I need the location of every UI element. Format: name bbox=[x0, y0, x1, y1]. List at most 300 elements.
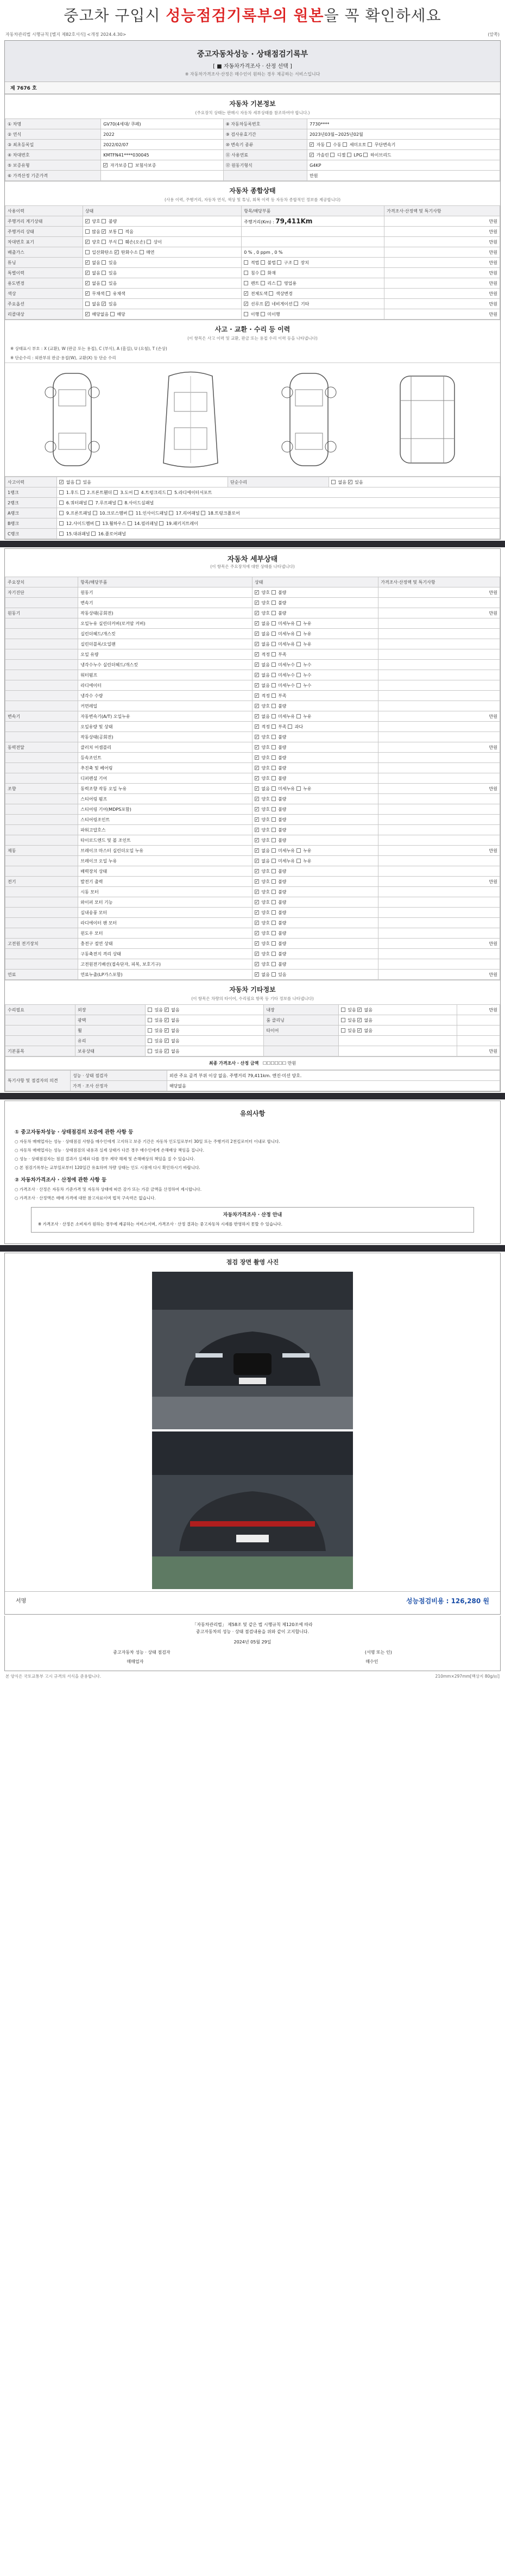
detail-row bbox=[5, 970, 500, 980]
basic-value: 7730**** bbox=[307, 119, 500, 129]
basic-value: ✓ 자동 수동 세미오토 무단변속기 bbox=[307, 140, 500, 150]
detail-header: 가격조사·산정액 및 특기사항 bbox=[378, 577, 500, 587]
accident-rank-row bbox=[5, 498, 500, 508]
notice-section bbox=[4, 1101, 501, 1244]
detail-device bbox=[5, 825, 78, 835]
detail-part: 실린더블록/오일팬 bbox=[78, 639, 252, 649]
status-item: 용도변경 bbox=[5, 278, 83, 289]
doc-number: 제 7676 호 bbox=[5, 82, 500, 94]
other-cell bbox=[5, 1026, 75, 1036]
detail-price bbox=[378, 649, 500, 660]
detail-price bbox=[378, 825, 500, 835]
accident-parts: 1.후드 2.프론트휀더 3.도어 4.트렁크리드 5.라디에이터서포트 bbox=[57, 487, 500, 498]
status-item: 특별이력 bbox=[5, 268, 83, 278]
status-note: (사용 이력, 주행거리, 자동차 연식, 색상 및 튜닝, 회복 이력 등 자동차 종합적인 정보를 제공합니다) bbox=[164, 197, 341, 202]
detail-device bbox=[5, 866, 78, 877]
detail-device bbox=[5, 773, 78, 784]
basic-row bbox=[5, 119, 500, 129]
status-row bbox=[5, 258, 500, 268]
detail-row bbox=[5, 742, 500, 753]
sheet-title: 중고자동차성능 · 상태점검기록부 bbox=[197, 50, 308, 59]
accident-rank-row bbox=[5, 518, 500, 529]
detail-price: 만원 bbox=[378, 711, 500, 722]
status-part: ✓ 전체도색 색상변경 bbox=[242, 289, 384, 299]
detail-row bbox=[5, 846, 500, 856]
detail-row bbox=[5, 680, 500, 691]
detail-part: 시동 모터 bbox=[78, 887, 252, 897]
detail-state: ✓ 양호 불량 bbox=[252, 608, 378, 618]
detail-part: 라디에이터 팬 모터 bbox=[78, 918, 252, 928]
notice-paragraph: ○ 가격조사 · 산정은 자동차 기준가격 및 자동차 상태에 따른 감가 또는 가감 금액을 산정하여 제시합니다. bbox=[15, 1187, 202, 1192]
inspection-fee: 성능점검비용 : 126,280 원 bbox=[406, 1597, 489, 1605]
sign-row bbox=[5, 1591, 500, 1610]
basic-row bbox=[5, 150, 500, 160]
status-price: 만원 bbox=[384, 278, 500, 289]
detail-row bbox=[5, 773, 500, 784]
basic-label: ① 차명 bbox=[5, 119, 101, 129]
detail-part: 냉각수 수량 bbox=[78, 691, 252, 701]
detail-state: ✓ 양호 불량 bbox=[252, 949, 378, 959]
detail-device bbox=[5, 887, 78, 897]
detail-price bbox=[378, 856, 500, 866]
basic-value: G4KP bbox=[307, 160, 500, 171]
other-row bbox=[5, 1046, 500, 1056]
basic-label: ⑪ 사용연료 bbox=[223, 150, 307, 160]
accident-value: ✓ 없음 있음 bbox=[57, 477, 228, 487]
detail-part: 구동축전지 격리 상태 bbox=[78, 949, 252, 959]
detail-price: 만원 bbox=[378, 608, 500, 618]
warn-title: 자동차가격조사 · 산정 안내 bbox=[223, 1212, 282, 1218]
detail-price bbox=[378, 753, 500, 763]
comment-role: 가격 · 조사 산정자 bbox=[71, 1081, 167, 1091]
basic-row bbox=[5, 129, 500, 140]
detail-part: 클러치 어셈블리 bbox=[78, 742, 252, 753]
accident-title: 사고 · 교환 · 수리 등 이력 bbox=[5, 320, 500, 335]
detail-state: ✓ 없음 미세누유 누유 bbox=[252, 846, 378, 856]
other-row bbox=[5, 1005, 500, 1015]
detail-row bbox=[5, 598, 500, 608]
basic-row bbox=[5, 140, 500, 150]
detail-device: 조향 bbox=[5, 784, 78, 794]
other-cell: 유리 bbox=[75, 1036, 146, 1046]
accident-parts: 6.쿼터패널 7.루프패널 8.사이드실패널 bbox=[57, 498, 500, 508]
warn-text: ※ 가격조사 · 산정은 소비자가 원하는 경우에 제공하는 서비스이며, 가격조사 · 산정 결과는 중고자동차 시세를 반영하지 못할 수 있습니다. bbox=[38, 1222, 282, 1227]
comment-role: 성능 · 상태 점검자 bbox=[71, 1071, 167, 1081]
detail-row bbox=[5, 784, 500, 794]
detail-part: 스티어링 기어(MDPS포함) bbox=[78, 804, 252, 815]
detail-row bbox=[5, 804, 500, 815]
detail-state: ✓ 양호 불량 bbox=[252, 794, 378, 804]
sheet-note: ※ 자동차가격조사·산정은 매수인이 원하는 경우 제공하는 서비스입니다 bbox=[185, 72, 320, 77]
detail-row bbox=[5, 918, 500, 928]
detail-row bbox=[5, 691, 500, 701]
detail-price bbox=[378, 866, 500, 877]
status-row bbox=[5, 237, 500, 247]
car-side-right-icon bbox=[266, 368, 352, 471]
detail-device bbox=[5, 928, 78, 939]
basic-label: ⑫ 원동기형식 bbox=[223, 160, 307, 171]
detail-state: ✓ 양호 불량 bbox=[252, 598, 378, 608]
status-item: 차대번호 표기 bbox=[5, 237, 83, 247]
basic-label: ② 연식 bbox=[5, 129, 101, 140]
accident-label: 사고이력 bbox=[5, 477, 57, 487]
detail-part: 브레이크 오일 누유 bbox=[78, 856, 252, 866]
detail-device bbox=[5, 753, 78, 763]
status-row bbox=[5, 247, 500, 258]
status-row bbox=[5, 216, 500, 227]
detail-device: 연료 bbox=[5, 970, 78, 980]
accident-row bbox=[5, 477, 500, 487]
status-item: 주행거리 계기상태 bbox=[5, 216, 83, 227]
status-price: 만원 bbox=[384, 268, 500, 278]
detail-part: 변속기 bbox=[78, 598, 252, 608]
footer-stamp: (서명 또는 인) bbox=[364, 1650, 392, 1655]
other-cell: 있음 ✓ 없음 bbox=[338, 1005, 457, 1015]
status-part bbox=[242, 227, 384, 237]
detail-device: 변속기 bbox=[5, 711, 78, 722]
detail-part: 브레이크 마스터 실린더오일 누유 bbox=[78, 846, 252, 856]
detail-state: ✓ 적정 부족 bbox=[252, 649, 378, 660]
detail-price bbox=[378, 897, 500, 908]
other-title: 자동차 기타정보 bbox=[5, 980, 500, 996]
detail-device bbox=[5, 722, 78, 732]
detail-part: 작동상태(공회전) bbox=[78, 608, 252, 618]
detail-device bbox=[5, 598, 78, 608]
detail-row bbox=[5, 711, 500, 722]
detail-price bbox=[378, 618, 500, 629]
detail-part: 고전원전기배선(접속단자, 피복, 보호기구) bbox=[78, 959, 252, 970]
detail-price bbox=[378, 763, 500, 773]
status-item: 색상 bbox=[5, 289, 83, 299]
detail-state: ✓ 적정 부족 과다 bbox=[252, 722, 378, 732]
other-cell: 외장 bbox=[75, 1005, 146, 1015]
detail-state: ✓ 없음 미세누유 누유 bbox=[252, 856, 378, 866]
accident-rank: 2랭크 bbox=[5, 498, 57, 508]
status-header: 사용이력 bbox=[5, 206, 83, 216]
detail-price bbox=[378, 639, 500, 649]
basic-label: ⑤ 보증유형 bbox=[5, 160, 101, 171]
detail-device bbox=[5, 670, 78, 680]
detail-device bbox=[5, 815, 78, 825]
status-state: ✓ 무채색 유채색 bbox=[83, 289, 242, 299]
other-cell: 있음 ✓ 없음 bbox=[146, 1005, 264, 1015]
sheet-header bbox=[5, 41, 500, 82]
footer-checker: 중고자동차 성능 · 상태 점검자 bbox=[113, 1650, 171, 1655]
other-cell: 룸 클리닝 bbox=[264, 1015, 338, 1026]
status-price: 만원 bbox=[384, 299, 500, 309]
detail-price bbox=[378, 949, 500, 959]
basic-value: 2022/02/07 bbox=[101, 140, 223, 150]
detail-device bbox=[5, 618, 78, 629]
detail-state: ✓ 양호 불량 bbox=[252, 866, 378, 877]
detail-device bbox=[5, 629, 78, 639]
detail-part: 등속조인트 bbox=[78, 753, 252, 763]
inspection-photo-front bbox=[152, 1272, 353, 1429]
detail-row bbox=[5, 608, 500, 618]
basic-value: 2022 bbox=[101, 129, 223, 140]
detail-price bbox=[378, 908, 500, 918]
basic-value: 2023년03월~2025년02월 bbox=[307, 129, 500, 140]
detail-device bbox=[5, 959, 78, 970]
detail-part: 추진축 및 베어링 bbox=[78, 763, 252, 773]
status-state: 일산화탄소 ✓ 탄화수소 매연 bbox=[83, 247, 242, 258]
detail-price: 만원 bbox=[378, 784, 500, 794]
comment-text: 해당없음 bbox=[167, 1081, 500, 1091]
detail-state: ✓ 양호 불량 bbox=[252, 587, 378, 598]
other-cell: 광택 bbox=[75, 1015, 146, 1026]
accident-rank-row bbox=[5, 529, 500, 539]
detail-price bbox=[378, 629, 500, 639]
sign-label: 서명 bbox=[16, 1598, 27, 1604]
status-row bbox=[5, 309, 500, 320]
detail-table bbox=[5, 577, 500, 980]
detail-part: 작동상태(공회전) bbox=[78, 732, 252, 742]
photos-section bbox=[4, 1253, 501, 1615]
basic-value: ✓ 가솔린 디젤 LPG 하이브리드 bbox=[307, 150, 500, 160]
accident-parts: 12.사이드멤버 13.휠하우스 14.필러패널 19.패키지트레이 bbox=[57, 518, 500, 529]
accident-value: 없음 ✓ 있음 bbox=[329, 477, 500, 487]
status-price: 만원 bbox=[384, 237, 500, 247]
detail-part: 냉각수누수 실린더헤드/개스킷 bbox=[78, 660, 252, 670]
detail-state: ✓ 양호 불량 bbox=[252, 763, 378, 773]
detail-state: ✓ 없음 미세누수 누수 bbox=[252, 680, 378, 691]
section-separator-2 bbox=[0, 1093, 505, 1099]
car-frame-icon bbox=[378, 368, 476, 471]
detail-price bbox=[378, 804, 500, 815]
detail-price bbox=[378, 732, 500, 742]
detail-part: 스티어링 펌프 bbox=[78, 794, 252, 804]
accident-legend: ※ 상태표시 부호 : X (교환), W (판금 또는 용접), C (부식), A (흠집), U (요철), T (손상) bbox=[10, 346, 167, 351]
detail-device bbox=[5, 691, 78, 701]
photos-title: 점검 장면 촬영 사진 bbox=[226, 1259, 279, 1266]
status-state: ✓ 없음 있음 bbox=[83, 258, 242, 268]
detail-row bbox=[5, 949, 500, 959]
detail-price bbox=[378, 887, 500, 897]
other-cell bbox=[264, 1046, 338, 1056]
detail-price bbox=[378, 928, 500, 939]
detail-row bbox=[5, 660, 500, 670]
other-cell bbox=[457, 1036, 500, 1046]
detail-part: 라디에이터 bbox=[78, 680, 252, 691]
detail-device bbox=[5, 794, 78, 804]
status-price: 만원 bbox=[384, 258, 500, 268]
detail-part: 충전구 절연 상태 bbox=[78, 939, 252, 949]
basic-label: ⑨ 검사유효기간 bbox=[223, 129, 307, 140]
status-item: 주요옵션 bbox=[5, 299, 83, 309]
car-top-view-icon bbox=[142, 368, 239, 471]
detail-device: 자기진단 bbox=[5, 587, 78, 598]
detail-row bbox=[5, 887, 500, 897]
detail-device bbox=[5, 639, 78, 649]
status-header: 항목/해당부품 bbox=[242, 206, 384, 216]
other-cell: 기본품목 bbox=[5, 1046, 75, 1056]
status-part: ✓ 선루프 ✓ 네비게이션 기타 bbox=[242, 299, 384, 309]
status-item: 튜닝 bbox=[5, 258, 83, 268]
detail-state: ✓ 없음 미세누유 누유 bbox=[252, 629, 378, 639]
basic-label: ④ 차대번호 bbox=[5, 150, 101, 160]
detail-device: 제동 bbox=[5, 846, 78, 856]
section-separator bbox=[0, 541, 505, 547]
other-cell: 타이어 bbox=[264, 1026, 338, 1036]
detail-row bbox=[5, 928, 500, 939]
status-part: 침수 화재 bbox=[242, 268, 384, 278]
detail-price bbox=[378, 835, 500, 846]
detail-state: ✓ 양호 불량 bbox=[252, 959, 378, 970]
detail-part: 커먼레일 bbox=[78, 701, 252, 711]
detail-device: 고전원 전기장치 bbox=[5, 939, 78, 949]
footer-paper: 210mm×297mm[백상지 80g/㎡] bbox=[435, 1674, 500, 1679]
status-table bbox=[5, 205, 500, 320]
detail-device bbox=[5, 918, 78, 928]
notice-paragraph: ○ 자동차 매매업자는 성능 · 상태점검의 내용과 실제 상태가 다른 경우 매수인에게 손해배상 책임을 집니다. bbox=[15, 1148, 204, 1153]
detail-state: ✓ 없음 미세누수 누수 bbox=[252, 670, 378, 680]
detail-row bbox=[5, 815, 500, 825]
detail-price bbox=[378, 660, 500, 670]
other-note: (이 항목은 차량의 타이어, 수리필요 항목 등 기타 정보를 나타냅니다) bbox=[191, 996, 314, 1001]
detail-row bbox=[5, 670, 500, 680]
detail-part: 배력장치 상태 bbox=[78, 866, 252, 877]
detail-row bbox=[5, 618, 500, 629]
detail-device: 전기 bbox=[5, 877, 78, 887]
basic-value: GV70(4세대/ 쿠페) bbox=[101, 119, 223, 129]
detail-state: ✓ 양호 불량 bbox=[252, 773, 378, 784]
detail-device bbox=[5, 763, 78, 773]
detail-state: ✓ 양호 불량 bbox=[252, 701, 378, 711]
accident-label: 단순수리 bbox=[228, 477, 329, 487]
status-header: 가격조사·산정액 및 특기사항 bbox=[384, 206, 500, 216]
detail-price: 만원 bbox=[378, 877, 500, 887]
notice-title: 유의사항 bbox=[239, 1110, 266, 1117]
other-cell: 있음 ✓ 없음 bbox=[338, 1026, 457, 1036]
detail-part: 실내송풍 모터 bbox=[78, 908, 252, 918]
footer-line-2: 중고자동차의 성능 · 상태 점검내용을 위와 같이 고지합니다. bbox=[195, 1629, 310, 1634]
detail-header: 주요장치 bbox=[5, 577, 78, 587]
detail-device bbox=[5, 804, 78, 815]
status-header: 상태 bbox=[83, 206, 242, 216]
footer-bottom-note: 본 양식은 국토교통부 고시 규격의 서식을 준용합니다. bbox=[5, 1674, 102, 1679]
status-part: 렌트 리스 영업용 bbox=[242, 278, 384, 289]
inspection-sheet bbox=[4, 40, 501, 540]
detail-state: ✓ 양호 불량 bbox=[252, 804, 378, 815]
detail-state: ✓ 양호 불량 bbox=[252, 908, 378, 918]
status-row bbox=[5, 299, 500, 309]
other-cell: 있음 ✓ 없음 bbox=[146, 1046, 264, 1056]
detail-price bbox=[378, 815, 500, 825]
detail-price: 만원 bbox=[378, 742, 500, 753]
detail-part: 연료누출(LP가스포함) bbox=[78, 970, 252, 980]
detail-part: 윈도우 모터 bbox=[78, 928, 252, 939]
detail-row bbox=[5, 639, 500, 649]
status-state: ✓ 없음 있음 bbox=[83, 268, 242, 278]
notice-sub-2: ② 자동차가격조사 · 산정에 관한 사항 등 bbox=[15, 1177, 107, 1183]
detail-part: 실린더헤드/개스킷 bbox=[78, 629, 252, 639]
detail-row bbox=[5, 897, 500, 908]
status-row bbox=[5, 278, 500, 289]
detail-header: 상태 bbox=[252, 577, 378, 587]
accident-rank: C랭크 bbox=[5, 529, 57, 539]
detail-row bbox=[5, 649, 500, 660]
detail-state: ✓ 적정 부족 bbox=[252, 691, 378, 701]
notice-paragraph: ○ 가격조사 · 산정액은 매매 가격에 대한 참고자료이며 법적 구속력은 없습니다. bbox=[15, 1196, 156, 1201]
detail-state: ✓ 없음 미세누수 누수 bbox=[252, 660, 378, 670]
form-meta-left: 자동차관리법 시행규칙 [별지 제82호서식] <개정 2024.4.30> bbox=[5, 32, 127, 37]
comment-text: 외관 주요 골격 부위 이상 없음. 주행거리 79,411km. 엔진·미션 양호. bbox=[167, 1071, 500, 1081]
detail-row bbox=[5, 825, 500, 835]
accident-rank: A랭크 bbox=[5, 508, 57, 518]
basic-value: ✓ 자가보증 보험사보증 bbox=[101, 160, 223, 171]
basic-info-title: 자동차 기본정보 bbox=[5, 94, 500, 110]
basic-value bbox=[101, 171, 223, 181]
detail-price: 만원 bbox=[378, 939, 500, 949]
price-table bbox=[5, 1056, 500, 1070]
basic-value: KMTFN41****030045 bbox=[101, 150, 223, 160]
status-title: 자동차 종합상태 bbox=[5, 181, 500, 197]
detail-row bbox=[5, 753, 500, 763]
detail-title: 자동차 세부상태 bbox=[227, 555, 278, 564]
detail-state: ✓ 양호 불량 bbox=[252, 897, 378, 908]
detail-device bbox=[5, 835, 78, 846]
detail-device bbox=[5, 660, 78, 670]
basic-label: ⑥ 가격산정 기준가격 bbox=[5, 171, 101, 181]
comment-label: 특기사항 및 점검자의 의견 bbox=[5, 1071, 71, 1091]
status-part: 적법 불법 구조 장치 bbox=[242, 258, 384, 268]
detail-state: ✓ 양호 불량 bbox=[252, 815, 378, 825]
detail-price bbox=[378, 773, 500, 784]
accident-rank-row bbox=[5, 508, 500, 518]
status-part: 이행 미이행 bbox=[242, 309, 384, 320]
other-row bbox=[5, 1026, 500, 1036]
detail-device bbox=[5, 701, 78, 711]
accident-legend-2: ※ 단순수리 : 외판부위 판금·용접(W), 교환(X) 등 단순 수리 bbox=[10, 355, 116, 360]
section-separator-3 bbox=[0, 1245, 505, 1252]
accident-parts: 9.프론트패널 10.크로스멤버 11.인사이드패널 17.리어패널 18.트렁크플로어 bbox=[57, 508, 500, 518]
other-cell: 만원 bbox=[457, 1005, 500, 1015]
basic-label: ③ 최초등록일 bbox=[5, 140, 101, 150]
detail-device bbox=[5, 949, 78, 959]
detail-row bbox=[5, 763, 500, 773]
detail-device: 원동기 bbox=[5, 608, 78, 618]
status-state: 없음 ✓ 있음 bbox=[83, 299, 242, 309]
detail-row bbox=[5, 587, 500, 598]
detail-device bbox=[5, 649, 78, 660]
detail-state: ✓ 양호 불량 bbox=[252, 918, 378, 928]
status-row bbox=[5, 227, 500, 237]
detail-state: ✓ 양호 불량 bbox=[252, 939, 378, 949]
basic-row bbox=[5, 160, 500, 171]
detail-part: 스티어링조인트 bbox=[78, 815, 252, 825]
status-item: 배출가스 bbox=[5, 247, 83, 258]
detail-part: 워터펌프 bbox=[78, 670, 252, 680]
detail-row bbox=[5, 701, 500, 711]
detail-price bbox=[378, 598, 500, 608]
detail-state: ✓ 양호 불량 bbox=[252, 753, 378, 763]
detail-row bbox=[5, 794, 500, 804]
accident-table bbox=[5, 477, 500, 539]
status-item: 리콜대상 bbox=[5, 309, 83, 320]
detail-part: 자동변속기(A/T) 오일누유 bbox=[78, 711, 252, 722]
inspection-photo-rear bbox=[152, 1431, 353, 1589]
detail-part: 디퍼렌셜 기어 bbox=[78, 773, 252, 784]
other-row bbox=[5, 1036, 500, 1046]
basic-info-note: (주요장치 상태는 판매시 자동차 세부상태를 참조하여야 합니다.) bbox=[195, 110, 310, 115]
detail-price: 만원 bbox=[378, 970, 500, 980]
detail-state: ✓ 양호 불량 bbox=[252, 835, 378, 846]
notice-sub-1: ① 중고자동차성능 · 상태점검의 보증에 관한 사항 등 bbox=[15, 1129, 134, 1135]
form-meta-right: (앞쪽) bbox=[488, 32, 500, 37]
detail-price bbox=[378, 680, 500, 691]
detail-price bbox=[378, 794, 500, 804]
other-cell: 휠 bbox=[75, 1026, 146, 1036]
